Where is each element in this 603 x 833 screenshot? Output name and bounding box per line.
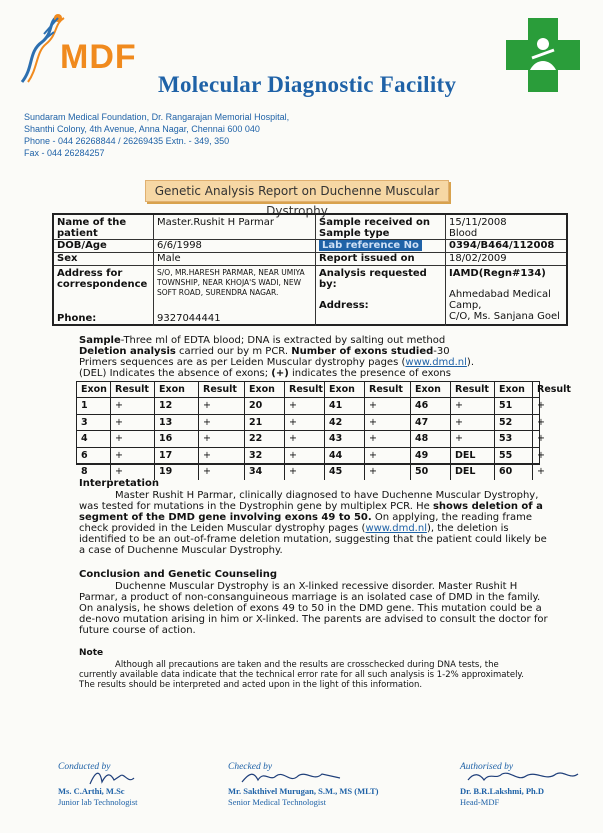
exon-result: +	[199, 415, 245, 430]
exon-number: 1	[77, 398, 111, 413]
exon-result: +	[451, 431, 495, 446]
note-heading: Note	[79, 648, 104, 658]
sex-label: Sex	[54, 253, 154, 265]
sample-received-label: Sample received on Sample type	[316, 215, 446, 239]
interpretation-line: check provided in the Leiden Muscular dystrophy pages (www.dmd.nl), the deletion is	[79, 523, 509, 534]
dob-value: 6/6/1998	[154, 240, 316, 252]
exon-number: 60	[495, 464, 533, 480]
conclusion-line: Duchenne Muscular Dystrophy is an X-linked recessive disorder. Master Rushit H	[115, 581, 518, 592]
exon-result: +	[285, 415, 325, 430]
exon-number: 12	[155, 398, 199, 413]
conducted-by-role: Junior lab Technologist	[58, 797, 138, 807]
phone-line: Phone - 044 26268844 / 26269435 Extn. - 349, 350	[24, 136, 230, 146]
conducted-by-name: Ms. C.Arthi, M.Sc	[58, 786, 125, 796]
dob-label: DOB/Age	[54, 240, 154, 252]
org-abbreviation: MDF	[60, 38, 137, 76]
exon-result: +	[285, 431, 325, 446]
lab-reference-value: 0394/B464/112008	[449, 240, 555, 251]
exon-number: 48	[411, 431, 451, 446]
exon-result: +	[111, 464, 155, 480]
analysis-requested-value: IAMD(Regn#134) Ahmedabad Medical Camp, C/O, Ms. Sanjana Goel	[449, 268, 560, 322]
column-header: Exon	[411, 382, 451, 397]
exon-number: 20	[245, 398, 285, 413]
column-header: Result	[537, 384, 571, 395]
exon-number: 55	[495, 448, 533, 463]
report-issued-label: Report issued on	[316, 253, 446, 265]
exon-number: 47	[411, 415, 451, 430]
checked-by-role: Senior Medical Technologist	[228, 797, 326, 807]
exon-number: 3	[77, 415, 111, 430]
exon-result: +	[285, 464, 325, 480]
conclusion-line: On analysis, he shows deletion of exons 49 to 50 in the DMD gene. This mutation could be a	[79, 603, 542, 614]
sample-received-value: 15/11/2008 Blood	[449, 217, 507, 239]
exon-result: +	[365, 448, 411, 463]
medical-cross-logo	[502, 14, 584, 96]
conclusion-line: Parmar, a product of non-consanguineous marriage is an isolated case of DMD in the family.	[79, 592, 541, 603]
exon-number: 42	[325, 415, 365, 430]
deletion-analysis: Deletion analysis carried our by m PCR. Number of exons studied-30	[79, 346, 450, 357]
dmd-link[interactable]: www.dmd.nl	[405, 357, 467, 368]
interpretation-line: segment of the DMD gene involving exons 49 to 50. On applying, the reading frame	[79, 512, 532, 523]
table-row	[77, 431, 545, 447]
exon-result: +	[365, 464, 411, 480]
column-header: Result	[365, 382, 411, 397]
exon-result: +	[111, 448, 155, 463]
info-row	[54, 253, 566, 266]
exon-result: +	[365, 415, 411, 430]
table-row	[77, 415, 545, 431]
column-header: Result	[451, 382, 495, 397]
interpretation-line: identified to be an out-of-frame deletion mutation, suggesting that the patient could likely be	[79, 534, 547, 545]
fax-line: Fax - 044 26284257	[24, 148, 105, 158]
legend-line: (DEL) Indicates the absence of exons; (+) indicates the presence of exons	[79, 368, 451, 379]
table-row	[77, 448, 545, 464]
exon-number: 19	[155, 464, 199, 480]
exon-result: +	[111, 398, 155, 413]
exon-number: 21	[245, 415, 285, 430]
exon-table-header	[77, 382, 571, 398]
exon-number: 4	[77, 431, 111, 446]
table-row	[77, 398, 545, 414]
conclusion-line: future course of action.	[79, 625, 196, 636]
authorised-by-role: Head-MDF	[460, 797, 500, 807]
info-row	[54, 266, 566, 326]
primers-line: Primers sequences are as per Leiden Muscular dystrophy pages (www.dmd.nl).	[79, 357, 475, 368]
address-label: Address for correspondence Phone:	[54, 266, 154, 326]
facility-title: Molecular Diagnostic Facility	[158, 72, 457, 97]
exon-result: +	[199, 398, 245, 413]
exon-number: 16	[155, 431, 199, 446]
column-header: Exon	[325, 382, 365, 397]
exon-result: DEL	[451, 448, 495, 463]
exon-number: 17	[155, 448, 199, 463]
exon-result: +	[537, 466, 545, 477]
exon-result: +	[199, 464, 245, 480]
exon-number: 49	[411, 448, 451, 463]
exon-number: 8	[77, 464, 111, 480]
address-line: Sundaram Medical Foundation, Dr. Rangarajan Memorial Hospital,	[24, 112, 290, 122]
exon-number: 52	[495, 415, 533, 430]
phone-value: 9327044441	[157, 313, 221, 324]
exon-result: +	[451, 398, 495, 413]
exon-result: +	[537, 416, 545, 428]
exon-result: +	[285, 398, 325, 413]
exon-result: +	[537, 449, 545, 461]
exon-result: +	[285, 448, 325, 463]
phone-label: Phone:	[57, 313, 97, 324]
exon-result: +	[537, 433, 545, 445]
analysis-requested-label: Analysis requested by: Address:	[316, 266, 446, 326]
interpretation-heading: Interpretation	[79, 478, 159, 489]
authorised-by-name: Dr. B.R.Lakshmi, Ph.D	[460, 786, 544, 796]
exon-result: +	[111, 431, 155, 446]
exon-number: 22	[245, 431, 285, 446]
conducted-by-label: Conducted by	[58, 762, 111, 772]
exon-number: 41	[325, 398, 365, 413]
column-header: Exon	[245, 382, 285, 397]
info-row	[54, 240, 566, 253]
report-title: Genetic Analysis Report on Duchenne Muscular Dystrophy	[145, 180, 449, 202]
interpretation-line: was tested for mutations in the Dystrophin gene by multiplex PCR. He shows deletion of a	[79, 501, 543, 512]
patient-info-table	[52, 213, 568, 326]
lab-reference-label: Lab reference No	[316, 240, 446, 252]
exon-number: 51	[495, 398, 533, 413]
exon-number: 34	[245, 464, 285, 480]
exon-result: +	[199, 431, 245, 446]
exon-number: 46	[411, 398, 451, 413]
note-line: currently available data indicate that the technical error rate for all such analysis is 1-2% approximately.	[79, 670, 524, 680]
checked-by-label: Checked by	[228, 762, 273, 772]
interpretation-line: a case of Duchenne Muscular Dystrophy.	[79, 545, 283, 556]
column-header: Result	[285, 382, 325, 397]
note-line: The results should be interpreted and acted upon in the light of this information.	[79, 680, 423, 690]
note-line: Although all precautions are taken and the results are crosschecked during DNA tests, the	[115, 660, 499, 670]
name-label: Name of the patient	[54, 215, 154, 239]
sample-description: Sample-Three ml of EDTA blood; DNA is extracted by salting out method	[79, 335, 446, 346]
conclusion-line: de-novo mutation arising in him or X-linked. The parents are advised to consult the doctor for	[79, 614, 548, 625]
exon-number: 43	[325, 431, 365, 446]
address-value: S/O, MR.HARESH PARMAR, NEAR UMIYA TOWNSHIP, NEAR KHOJA'S WADI, NEW SOFT ROAD, SURENDRA NAGAR. 9327044441	[154, 266, 316, 326]
conclusion-heading: Conclusion and Genetic Counseling	[79, 569, 277, 580]
exon-result: +	[451, 415, 495, 430]
exon-results-table	[76, 381, 571, 477]
exon-result: +	[365, 431, 411, 446]
exon-number: 44	[325, 448, 365, 463]
exon-result: +	[537, 400, 545, 412]
exon-number: 50	[411, 464, 451, 480]
exon-number: 53	[495, 431, 533, 446]
sex-value: Male	[154, 253, 316, 265]
signature-checked	[240, 766, 350, 788]
exon-number: 32	[245, 448, 285, 463]
column-header: Exon	[155, 382, 199, 397]
exon-number: 13	[155, 415, 199, 430]
authorised-by-label: Authorised by	[460, 762, 514, 772]
signature-conducted	[88, 766, 158, 788]
column-header: Result	[111, 382, 155, 397]
report-issued-value: 18/02/2009	[449, 253, 507, 264]
signature-authorised	[466, 766, 581, 788]
exon-result: +	[199, 448, 245, 463]
exon-result: +	[111, 415, 155, 430]
column-header: Result	[199, 382, 245, 397]
info-row	[54, 215, 566, 240]
interpretation-line: Master Rushit H Parmar, clinically diagnosed to have Duchenne Muscular Dystrophy,	[115, 490, 539, 501]
exon-number: 6	[77, 448, 111, 463]
exon-result: +	[365, 398, 411, 413]
exon-number: 45	[325, 464, 365, 480]
dmd-link[interactable]: www.dmd.nl	[365, 523, 427, 534]
checked-by-name: Mr. Sakthivel Murugan, S.M., MS (MLT)	[228, 786, 379, 796]
column-header: Exon	[77, 382, 111, 397]
column-header: Exon	[495, 382, 533, 397]
address-line: Shanthi Colony, 4th Avenue, Anna Nagar, Chennai 600 040	[24, 124, 260, 134]
exon-result: DEL	[451, 464, 495, 480]
patient-name: Master.Rushit H Parmar	[154, 215, 316, 239]
